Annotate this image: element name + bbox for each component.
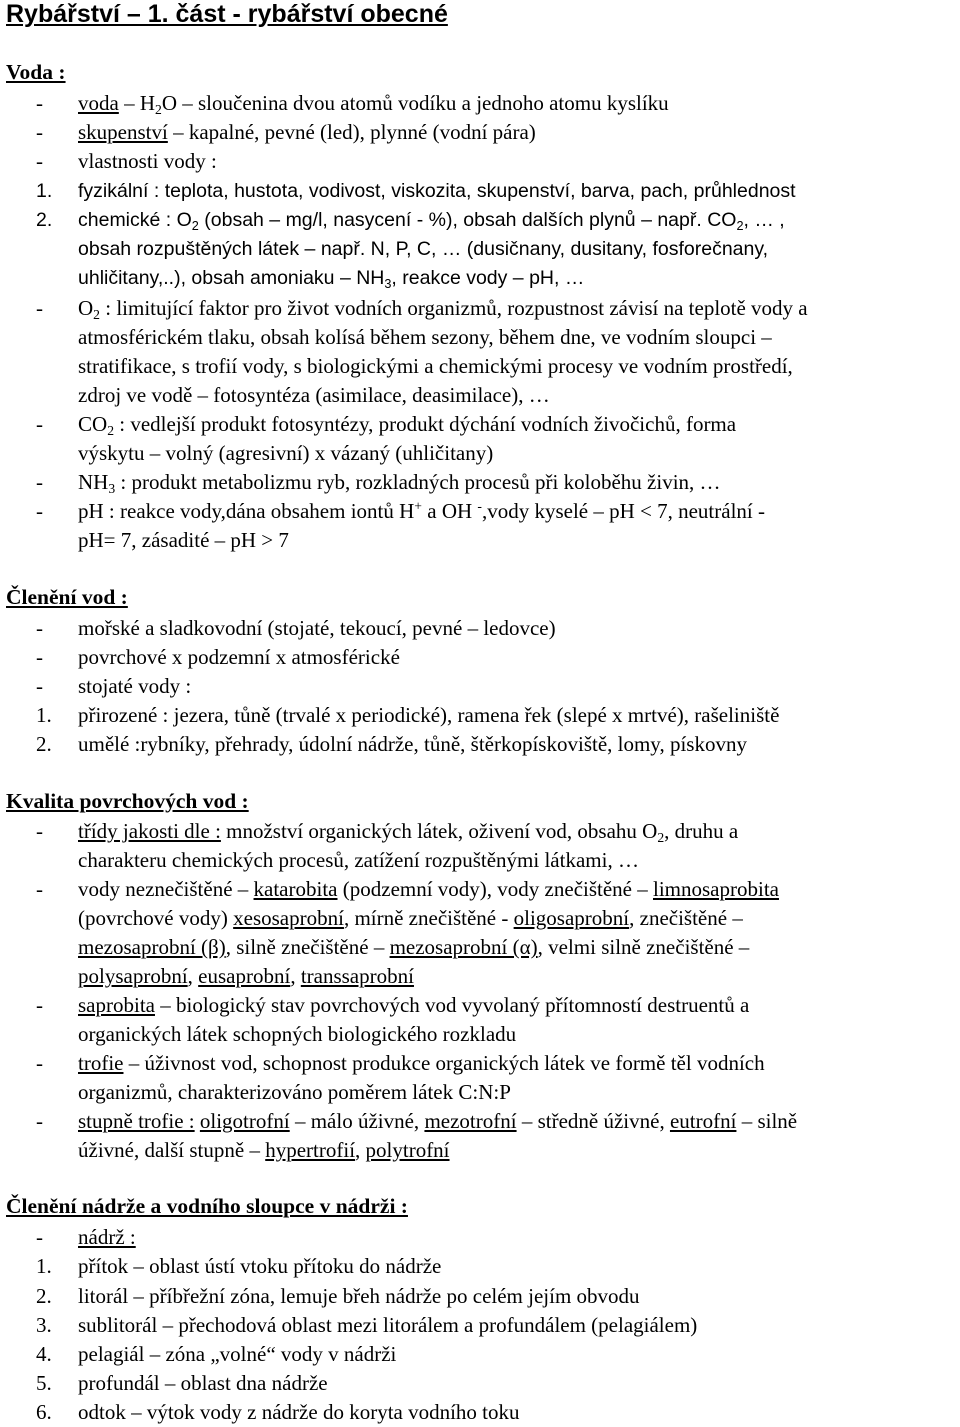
term: xesosaprobní	[233, 906, 344, 930]
list-item-continuation: uhličitany,..), obsah amoniaku – $NH_3$, reakce vody – pH, …	[78, 267, 585, 291]
term: eusaprobní	[198, 964, 291, 988]
list-item: - trofie – úživnost vod, schopnost produkce organických látek ve formě těl vodních	[36, 1048, 960, 1078]
list-marker: -	[36, 91, 43, 115]
list-marker: 5.	[36, 1371, 52, 1395]
list-item: - pH : reakce vody,dána obsahem iontů H+ a OH -,vody kyselé – pH < 7, neutrální -	[36, 496, 960, 526]
list-item	[36, 1222, 960, 1252]
list-item-continuation: mezosaprobní (β), silně znečištěné – mezosaprobní (α), velmi silně znečištěné –	[78, 935, 750, 959]
list-item: 1. fyzikální : teplota, hustota, vodivost, viskozita, skupenství, barva, pach, průhlednost	[36, 176, 960, 206]
list-item-continuation: organizmů, charakterizováno poměrem látek C:N:P	[78, 1080, 511, 1104]
list-marker: -	[36, 674, 43, 698]
list-marker: -	[36, 412, 43, 436]
term: nádrž :	[78, 1225, 136, 1249]
list-marker: -	[36, 877, 43, 901]
list-marker: 4.	[36, 1342, 52, 1366]
list-marker: 2.	[36, 1284, 52, 1308]
term: trofie	[78, 1051, 124, 1075]
list-item: 2. chemické : $O_2$ (obsah – mg/l, nasycení - %), obsah dalších plynů – např. $CO_2$, … ,	[36, 205, 960, 235]
list-marker: -	[36, 645, 43, 669]
list-item: - stupně trofie : oligotrofní – málo úživné, mezotrofní – středně úživné, eutrofní – silně	[36, 1106, 960, 1136]
list-item: 2. litorál – příbřežní zóna, lemuje břeh nádrže po celém jejím obvodu	[36, 1281, 960, 1311]
list-marker: -	[36, 1109, 43, 1133]
list-item: - saprobita – biologický stav povrchových vod vyvolaný přítomností destruentů a	[36, 990, 960, 1020]
term: oligosaprobní	[513, 906, 630, 930]
term: mezosaprobní (β)	[78, 935, 226, 959]
term: oligotrofní	[199, 1109, 290, 1133]
list-item: 6. odtok – výtok vody z nádrže do koryta vodního toku	[36, 1397, 960, 1427]
list-item: - skupenství – kapalné, pevné (led), plynné (vodní pára)	[36, 117, 960, 147]
term: eutrofní	[669, 1109, 737, 1133]
list-item: - $NH_3$ : produkt metabolizmu ryb, rozkladných procesů při koloběhu živin, …	[36, 467, 960, 497]
list-marker: 1.	[36, 703, 52, 727]
list-marker: 6.	[36, 1400, 52, 1424]
list-item-continuation: obsah rozpuštěných látek – např. N, P, C, … (dusičnany, dusitany, fosforečnany,	[78, 238, 769, 260]
list-item: 1. přirozené : jezera, tůně (trvalé x periodické), ramena řek (slepé x mrtvé), rašeliniště	[36, 700, 960, 730]
list-marker: -	[36, 470, 43, 494]
list-item: - vody neznečištěné – katarobita (podzemní vody), vody znečištěné – limnosaprobita	[36, 874, 960, 904]
list-item: - $CO_2$ : vedlejší produkt fotosyntézy, produkt dýchání vodních živočichů, forma	[36, 409, 960, 439]
list-item-continuation: organických látek schopných biologického rozkladu	[78, 1022, 517, 1046]
term: katarobita	[253, 877, 338, 901]
list-item-continuation: stratifikace, s trofií vody, s biologickými a chemickými procesy ve vodním prostředí,	[78, 354, 793, 378]
list-marker: 1.	[36, 1254, 52, 1278]
term: voda	[78, 91, 119, 115]
term: saprobita	[78, 993, 155, 1017]
list-item: 2. umělé :rybníky, přehrady, údolní nádrže, tůně, štěrkopískoviště, lomy, pískovny	[36, 729, 960, 759]
list-marker: -	[36, 149, 43, 173]
list-item: - povrchové x podzemní x atmosférické	[36, 642, 960, 672]
list-item-continuation: atmosférickém tlaku, obsah kolísá během sezony, během dne, ve vodním sloupci –	[78, 325, 772, 349]
list-marker: 2.	[36, 732, 52, 756]
section-heading-cleneni-vod: Členění vod :	[6, 585, 128, 609]
section-heading-cleneni-nadrze: Členění nádrže a vodního sloupce v nádrži :	[6, 1194, 408, 1218]
page-title: Rybářství – 1. část - rybářství obecné	[6, 0, 448, 28]
section-heading-kvalita: Kvalita povrchových vod :	[6, 789, 249, 813]
list-item-continuation: výskytu – volný (agresivní) x vázaný (uhličitany)	[78, 441, 494, 465]
term: limnosaprobita	[653, 877, 779, 901]
term: skupenství	[78, 120, 168, 144]
list-marker: -	[36, 120, 43, 144]
list-marker: -	[36, 819, 43, 843]
list-item: 4. pelagiál – zóna „volné“ vody v nádrži	[36, 1339, 960, 1369]
list-marker: -	[36, 296, 43, 320]
list-item-continuation: zdroj ve vodě – fotosyntéza (asimilace, deasimilace), …	[78, 383, 550, 407]
list-marker: -	[36, 1225, 43, 1249]
list-item: 1. přítok – oblast ústí vtoku přítoku do nádrže	[36, 1251, 960, 1281]
term: mezosaprobní (α)	[389, 935, 538, 959]
list-marker: -	[36, 993, 43, 1017]
list-item: - třídy jakosti dle : množství organických látek, oživení vod, obsahu $O_2$, druhu a	[36, 816, 960, 846]
list-marker: -	[36, 499, 43, 523]
list-item-continuation: charakteru chemických procesů, zatížení rozpuštěnými látkami, …	[78, 848, 639, 872]
term: stupně trofie :	[78, 1109, 195, 1133]
list-item-continuation: (povrchové vody) xesosaprobní, mírně znečištěné - oligosaprobní, znečištěné –	[78, 906, 743, 930]
list-marker: -	[36, 1051, 43, 1075]
list-item-continuation: pH= 7, zásadité – pH > 7	[78, 528, 289, 552]
term: třídy jakosti dle :	[78, 819, 221, 843]
list-marker: 2.	[36, 209, 53, 231]
term: polytrofní	[365, 1138, 450, 1162]
list-item: 3. sublitorál – přechodová oblast mezi litorálem a profundálem (pelagiálem)	[36, 1310, 960, 1340]
list-item: - $O_2$ : limitující faktor pro život vodních organizmů, rozpustnost závisí na teplotě vody a	[36, 293, 960, 323]
list-item-continuation: polysaprobní, eusaprobní, transsaprobní	[78, 964, 414, 988]
term: transsaprobní	[300, 964, 414, 988]
list-item-continuation: úživné, další stupně – hypertrofií, polytrofní	[78, 1138, 450, 1162]
list-item: - voda – $H_2O$ – sloučenina dvou atomů vodíku a jednoho atomu kyslíku	[36, 88, 960, 118]
list-item: - mořské a sladkovodní (stojaté, tekoucí, pevné – ledovce)	[36, 613, 960, 643]
term: mezotrofní	[424, 1109, 517, 1133]
list-marker: 1.	[36, 180, 53, 202]
section-heading-voda: Voda :	[6, 60, 66, 84]
list-item: 5. profundál – oblast dna nádrže	[36, 1368, 960, 1398]
list-item: - stojaté vody :	[36, 671, 960, 701]
list-marker: 3.	[36, 1313, 52, 1337]
list-marker: -	[36, 616, 43, 640]
term: polysaprobní	[78, 964, 188, 988]
list-item: - vlastnosti vody :	[36, 146, 960, 176]
term: hypertrofií	[265, 1138, 356, 1162]
